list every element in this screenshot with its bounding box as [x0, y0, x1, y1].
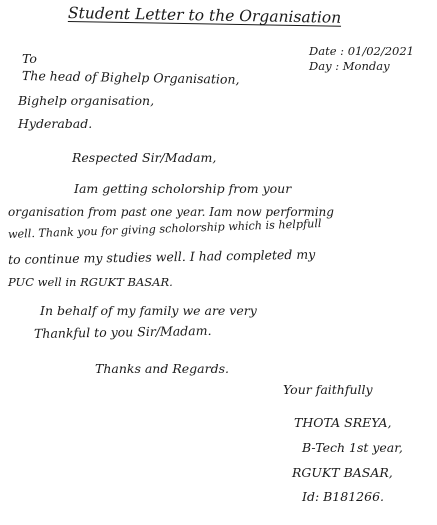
body-line: organisation from past one year. Iam now performing: [8, 205, 334, 219]
body-line: well. Thank you for giving scholorship which is helpfull: [7, 217, 322, 241]
recipient-address-line: Hyderabad.: [18, 116, 93, 131]
signature-line: RGUKT BASAR,: [292, 465, 393, 480]
salutation: Respected Sir/Madam,: [72, 150, 217, 165]
signature-line: Id: B181266.: [302, 489, 385, 504]
recipient-address-line: The head of Bighelp Organisation,: [21, 68, 240, 87]
recipient-to: To: [22, 51, 37, 66]
sign-off: Your faithfully: [283, 382, 373, 397]
letter-day: Day : Monday: [309, 59, 390, 73]
body-line: to continue my studies well. I had completed my: [7, 246, 316, 267]
closing: Thanks and Regards.: [95, 361, 229, 376]
body-line: In behalf of my family we are very: [40, 303, 257, 318]
signature-line: B-Tech 1st year,: [302, 440, 403, 455]
signature-line: THOTA SREYA,: [294, 415, 392, 430]
letter-date: Date : 01/02/2021: [309, 44, 414, 58]
body-line: Thankful to you Sir/Madam.: [33, 322, 212, 341]
body-line: PUC well in RGUKT BASAR.: [8, 275, 173, 289]
recipient-address-line: Bighelp organisation,: [18, 93, 155, 108]
body-line: Iam getting scholorship from your: [74, 181, 292, 196]
letter-title: Student Letter to the Organisation: [67, 4, 342, 27]
